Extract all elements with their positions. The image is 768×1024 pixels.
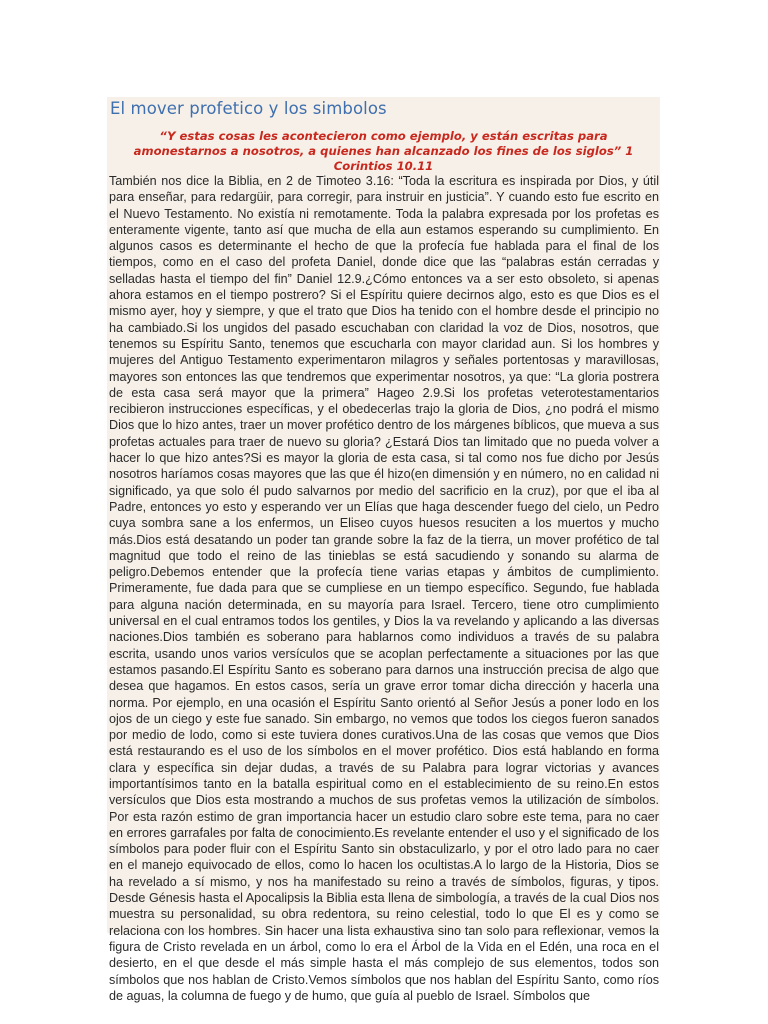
document-page	[107, 97, 660, 1003]
document-title: El mover profetico y los simbolos	[110, 99, 387, 118]
scripture-quote: “Y estas cosas les acontecieron como ejemplo, y están escritas para amonestarnos a nosotros, a quienes han alcanzado los fines de los siglos” 1 Corintios 10.11	[133, 129, 634, 173]
body-paragraph: También nos dice la Biblia, en 2 de Timoteo 3.16: “Toda la escritura es inspirada por Dios, y útil para enseñar, para redargüir, para corregir, para instruir en justicia”. Y cuando esto fue escrito en el Nuevo Testamento. No existía ni remotamente. Toda la palabra expresada por los profetas es enteramente vigente, tanto así que mucha de ella aun estamos esperando su cumplimiento. En algunos casos es determinante el hecho de que la profecía fue hablada para el final de los tiempos, como en el caso del profeta Daniel, donde dice que las “palabras están cerradas y selladas hasta el tiempo del fin” Daniel 12.9.¿Cómo entonces va a ser esto obsoleto, si apenas ahora estamos en el tiempo postrero? Si el Espíritu quiere decirnos algo, esto es que Dios es el mismo ayer, hoy y siempre, y que el trato que Dios ha tenido con el hombre desde el principio no ha cambiado.Si los ungidos del pasado escuchaban con claridad la voz de Dios, nosotros, que tenemos su Espíritu Santo, tenemos que escucharla con mayor claridad aun. Si los hombres y mujeres del Antiguo Testamento experimentaron milagros y señales portentosas y maravillosas, mayores son entonces las que tendremos que experimentar nosotros, ya que: “La gloria postrera de esta casa será mayor que la primera” Hageo 2.9.Si los profetas veterotestamentarios recibieron instrucciones específicas, y el obedecerlas trajo la gloria de Dios, ¿no podrá el mismo Dios que lo hizo antes, traer un mover profético dentro de los márgenes bíblicos, que mueva a sus profetas actuales para traer de nuevo su gloria? ¿Estará Dios tan limitado que no pueda volver a hacer lo que hizo antes?Si es mayor la gloria de esta casa, si tal como nos fue dicho por Jesús nosotros haríamos cosas mayores que las que él hizo(en dimensión y en número, no en calidad ni significado, ya que solo él pudo salvarnos por medio del sacrificio en la cruz), por que el iba al Padre, entonces yo esto y esperando ver un Elías que haga descender fuego del cielo, un Pedro cuya sombra sane a los enfermos, un Eliseo cuyos huesos resuciten a los muertos y mucho más.Dios está desatando un poder tan grande sobre la faz de la tierra, un mover profético de tal magnitud que todo el reino de las tinieblas se está sacudiendo y sonando su alarma de peligro.Debemos entender que la profecía tiene varias etapas y ámbitos de cumplimiento. Primeramente, fue dada para que se cumpliese en un tiempo específico. Segundo, fue hablada para alguna nación determinada, en su mayoría para Israel. Tercero, tiene otro cumplimiento universal en el cual entramos todos los gentiles, y Dios la va revelando y aplicando a las diversas naciones.Dios también es soberano para hablarnos como individuos a través de su palabra escrita, usando unos varios versículos que se acoplan perfectamente a situaciones por las que estamos pasando.El Espíritu Santo es soberano para darnos una instrucción precisa de algo que desea que hagamos. En estos casos, sería un grave error tomar dicha dirección y hacerla una norma. Por ejemplo, en una ocasión el Espíritu Santo orientó al Señor Jesús a poner lodo en los ojos de un ciego y este fue sanado. Sin embargo, no vemos que todos los ciegos fueron sanados por medio de lodo, como si este tuviera dones curativos.Una de las cosas que vemos que Dios está restaurando es el uso de los símbolos en el mover profético. Dios está hablando en forma clara y específica sin dejar dudas, a través de su Palabra para lograr victorias y avances importantísimos tanto en la batalla espiritual como en el establecimiento de su reino.En estos versículos que Dios esta mostrando a muchos de sus profetas vemos la utilización de símbolos. Por esta razón estimo de gran importancia hacer un estudio claro sobre este tema, para no caer en errores garrafales por falta de conocimiento.Es revelante entender el uso y el significado de los símbolos para poder fluir con el Espíritu Santo sin obstaculizarlo, y por el otro lado para no caer en el manejo equivocado de ellos, como lo hacen los ocultistas.A lo largo de la Historia, Dios se ha revelado a sí mismo, y nos ha manifestado su reino a través de símbolos, figuras, y tipos. Desde Génesis hasta el Apocalipsis la Biblia esta llena de simbología, a través de la cual Dios nos muestra su personalidad, su obra redentora, su reino celestial, todo lo que El es y como se relaciona con los hombres. Sin hacer una lista exhaustiva sino tan solo para reflexionar, vemos la figura de Cristo revelada en un árbol, como lo era el Árbol de la Vida en el Edén, una roca en el desierto, en el que desde el más simple hasta el más complejo de sus elementos, todos son símbolos que nos hablan de Cristo.Vemos símbolos que nos hablan del Espíritu Santo, como ríos de aguas, la columna de fuego y de humo, que guía al pueblo de Israel. Símbolos que	[109, 174, 659, 1003]
